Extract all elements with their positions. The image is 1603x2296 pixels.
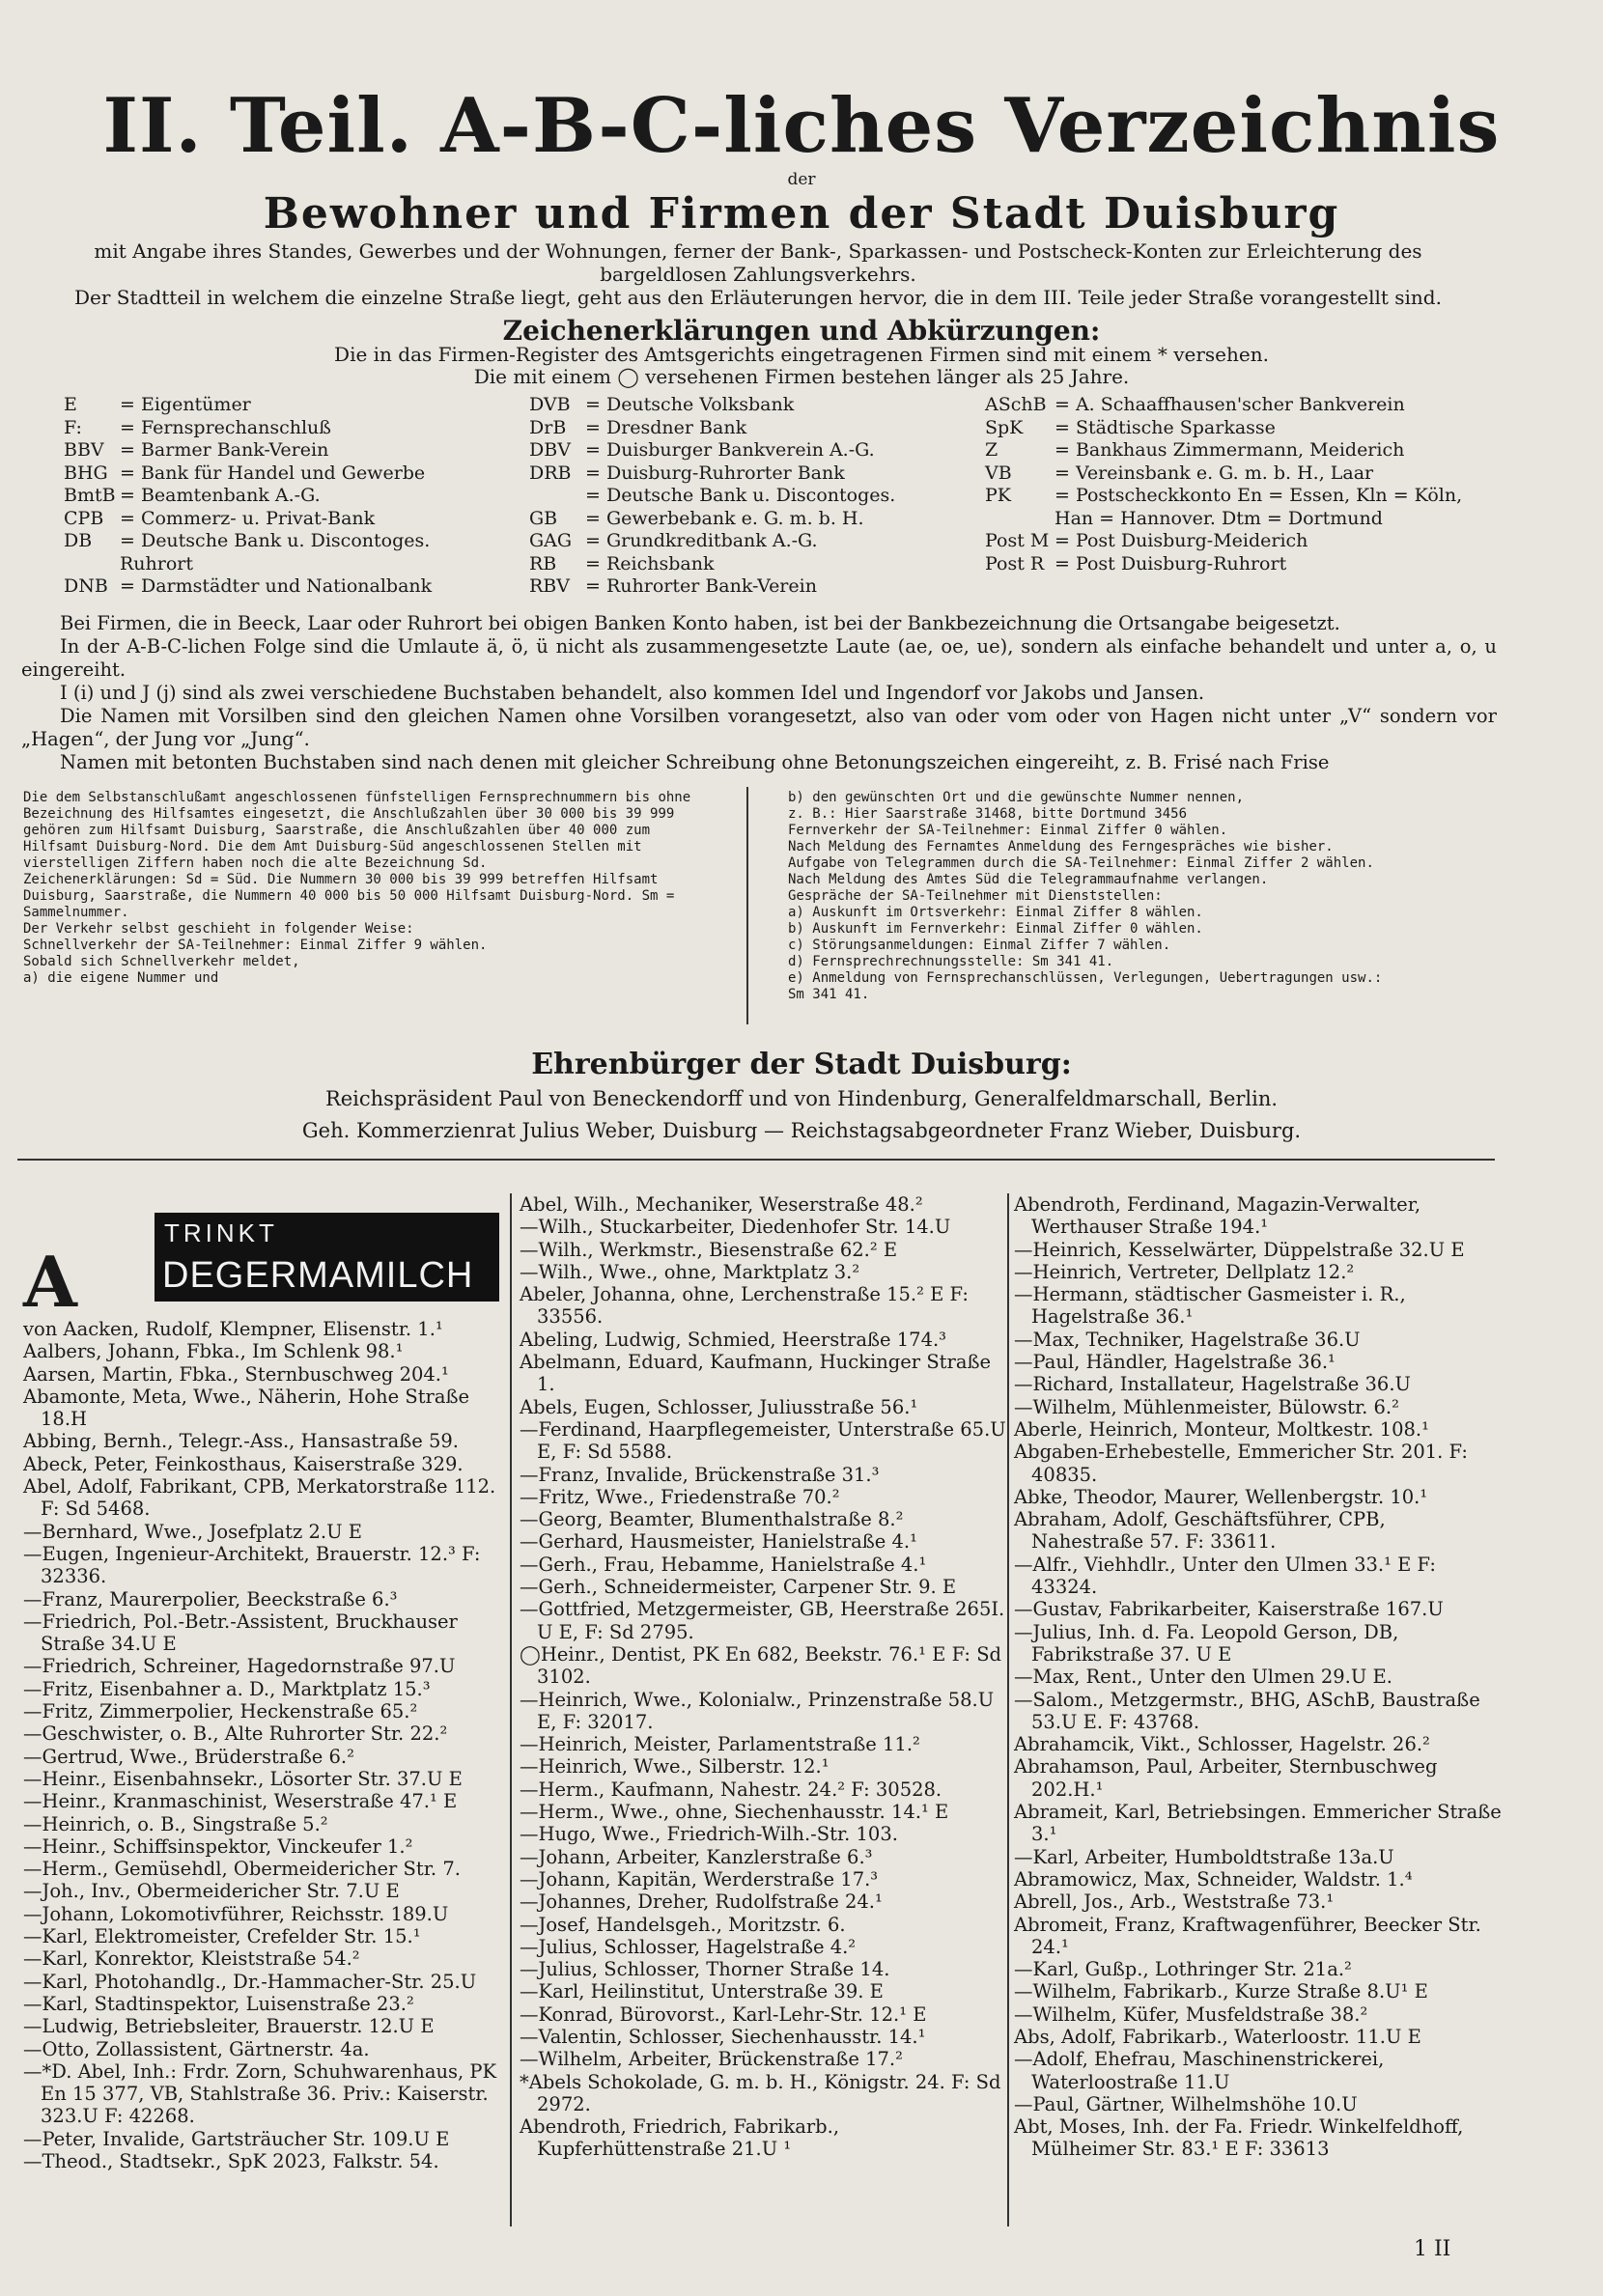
directory-entry: —Max, Rent., Unter den Ulmen 29.U E. xyxy=(1014,1666,1392,1689)
telephone-notes-right xyxy=(788,790,1483,1003)
abbreviation-row xyxy=(64,485,432,508)
abbreviation-key xyxy=(64,553,120,576)
abbreviation-row xyxy=(64,439,432,462)
directory-entry: —Karl, Stadtinspektor, Luisenstraße 23.² xyxy=(23,1992,414,2015)
telephone-note: a) die eigene Nummer und xyxy=(23,970,219,986)
abbreviation-key: SpK xyxy=(985,416,1024,438)
directory-entry: Abeling, Ludwig, Schmied, Heerstraße 174.³ xyxy=(520,1328,946,1351)
abbreviation-key: Post M xyxy=(985,530,1050,551)
directory-entry: —Eugen, Ingenieur-Architekt, Brauerstr. 12.³ F: 32336. xyxy=(23,1542,481,1588)
abbreviation-value: = Gewerbebank e. G. m. b. H. xyxy=(585,507,864,529)
directory-entry: —Ferdinand, Haarpflegemeister, Unterstraße 65.U E, F: Sd 5588. xyxy=(520,1417,1006,1464)
legend-title: Zeichenerklärungen und Abkürzungen: xyxy=(502,315,1101,347)
telephone-note: b) Auskunft im Fernverkehr: Einmal Ziffer 0 wählen. xyxy=(788,921,1203,937)
directory-entry: —Karl, Arbeiter, Humboldtstraße 13a.U xyxy=(1014,1845,1394,1868)
directory-column-2 xyxy=(520,1193,1007,2161)
directory-entry: —Gustav, Fabrikarbeiter, Kaiserstraße 167.U xyxy=(1014,1598,1444,1621)
telephone-note: Nach Meldung des Amtes Süd die Telegrammaufnahme verlangen. xyxy=(788,872,1269,887)
directory-entry: Abel, Adolf, Fabrikant, CPB, Merkatorstraße 112. F: Sd 5468. xyxy=(23,1475,496,1521)
abbreviation-key: DB xyxy=(64,530,93,551)
directory-column-1 xyxy=(23,1318,511,2172)
directory-entry: Abeck, Peter, Feinkosthaus, Kaiserstraße 329. xyxy=(23,1452,464,1475)
abbreviation-key: DBV xyxy=(529,439,571,461)
directory-entry: —Gerh., Frau, Hebamme, Hanielstraße 4.¹ xyxy=(520,1553,927,1576)
abbreviation-value: Han = Hannover. Dtm = Dortmund xyxy=(1055,507,1383,529)
abbreviation-key: VB xyxy=(985,462,1012,484)
abbreviation-key: RBV xyxy=(529,575,570,597)
directory-entry: —Karl, Konrektor, Kleiststraße 54.² xyxy=(23,1947,360,1971)
abbreviation-row xyxy=(64,462,432,486)
abbreviation-key: DrB xyxy=(529,416,567,438)
vertical-divider xyxy=(746,787,748,1024)
directory-entry: Abrahamson, Paul, Arbeiter, Sternbuschweg 202.H.¹ xyxy=(1014,1755,1438,1801)
page-title: II. Teil. A-B-C-liches Verzeichnis xyxy=(102,82,1501,170)
abbreviation-row xyxy=(529,485,895,508)
abbreviation-row xyxy=(529,508,895,531)
abbreviation-value: = Fernsprechanschluß xyxy=(120,416,331,438)
directory-entry: —Peter, Invalide, Gartsträucher Str. 109.U E xyxy=(23,2127,450,2150)
directory-entry: Abrahamcik, Vikt., Schlosser, Hagelstr. 26.² xyxy=(1014,1733,1430,1756)
abbreviation-value: = Duisburger Bankverein A.-G. xyxy=(585,439,875,461)
telephone-note: Sobald sich Schnellverkehr meldet, xyxy=(23,954,300,969)
directory-entry: —Heinrich, Vertreter, Dellplatz 12.² xyxy=(1014,1260,1355,1283)
note-paragraph: I (i) und J (j) sind als zwei verschiedene Buchstaben behandelt, also kommen Idel und Ingendorf vor Jakobs und Jansen. xyxy=(60,682,1205,704)
abbreviation-key: BHG xyxy=(64,462,108,484)
directory-entry: —Alfr., Viehhdlr., Unter den Ulmen 33.¹ E F: 43324. xyxy=(1014,1553,1436,1599)
directory-entry: —Heinrich, Wwe., Kolonialw., Prinzenstraße 58.U E, F: 32017. xyxy=(520,1688,995,1733)
section-letter: A xyxy=(23,1241,77,1323)
telephone-note: Sm 341 41. xyxy=(788,987,870,1002)
abbreviation-key: BBV xyxy=(64,439,104,461)
abbreviation-key xyxy=(529,485,585,508)
abbreviation-value: = Deutsche Bank u. Discontoges. xyxy=(120,530,431,551)
telephone-note: Gespräche der SA-Teilnehmer mit Dienststellen: xyxy=(788,888,1163,904)
directory-entry: —Fritz, Eisenbahner a. D., Marktplatz 15.³ xyxy=(23,1677,431,1700)
title-connector: der xyxy=(787,170,816,189)
directory-entry: —Gertrud, Wwe., Brüderstraße 6.² xyxy=(23,1745,354,1768)
directory-entry: —Adolf, Ehefrau, Maschinenstrickerei, Waterloostraße 11.U xyxy=(1014,2048,1385,2093)
directory-entry: —Julius, Schlosser, Hagelstraße 4.² xyxy=(520,1935,857,1958)
telephone-note: Zeichenerklärungen: Sd = Süd. Die Nummern 30 000 bis 39 999 betreffen Hilfsamt Duisburg, Saarstraße, die Nummern 40 000 bis 50 000 Hilfsamt Duisburg-Nord. Sm = Sammelnummer. xyxy=(23,872,675,920)
abbreviation-key: F: xyxy=(64,416,82,438)
directory-entry: —Heinr., Eisenbahnsekr., Lösorter Str. 37.U E xyxy=(23,1767,463,1790)
abbreviation-key: RB xyxy=(529,552,557,574)
note-paragraph: Die Namen mit Vorsilben sind den gleichen Namen ohne Vorsilben vorangesetzt, also van oder vom oder von Hagen nicht unter „V“ sondern vor „Hagen“, der Jung vor „Jung“. xyxy=(21,705,1497,750)
directory-entry: —Wilh., Stuckarbeiter, Diedenhofer Str. 14.U xyxy=(520,1216,951,1239)
directory-entry: —Valentin, Schlosser, Siechenhausstr. 14.¹ xyxy=(520,2025,926,2048)
directory-entry: —Fritz, Zimmerpolier, Heckenstraße 65.² xyxy=(23,1700,418,1723)
directory-entry: —Paul, Händler, Hagelstraße 36.¹ xyxy=(1014,1351,1336,1374)
note-paragraph: Namen mit betonten Buchstaben sind nach denen mit gleicher Schreibung ohne Betonungszeichen eingereiht, z. B. Frisé nach Frise xyxy=(60,751,1330,773)
abbreviation-row xyxy=(985,417,1462,440)
intro-line: Der Stadtteil in welchem die einzelne Straße liegt, geht aus den Erläuterungen hervor, die in dem III. Teile jeder Straße vorangestellt sind. xyxy=(74,286,1442,309)
telephone-note: Die dem Selbstanschlußamt angeschlossenen fünfstelligen Fernsprechnummern bis ohne Bezeichnung des Hilfsamtes eingesetzt, die Anschlußzahlen über 30 000 bis 39 999 gehören zum Hilfsamt Duisburg, Saarstraße, die Anschlußzahlen über 40 000 zum Hilfsamt Duisburg-Nord. Die dem Amt Duisburg-Süd angeschlossenen Stellen mit vierstelligen Ziffern haben noch die alte Bezeichnung Sd. xyxy=(23,790,691,871)
telephone-note: z. B.: Hier Saarstraße 31468, bitte Dortmund 3456 xyxy=(788,806,1188,822)
directory-entry: Abbing, Bernh., Telegr.-Ass., Hansastraße 59. xyxy=(23,1430,459,1453)
abbreviation-row xyxy=(529,575,895,599)
directory-column-3 xyxy=(1014,1193,1502,2161)
directory-entry: —Wilh., Wwe., ohne, Marktplatz 3.² xyxy=(520,1260,860,1283)
directory-entry: ◯Heinr., Dentist, PK En 682, Beekstr. 76.¹ E F: Sd 3102. xyxy=(520,1642,1002,1689)
abbreviation-row xyxy=(985,553,1462,576)
telephone-note: Aufgabe von Telegrammen durch die SA-Teilnehmer: Einmal Ziffer 2 wählen. xyxy=(788,855,1374,871)
directory-entry: —Josef, Handelsgeh., Moritzstr. 6. xyxy=(520,1913,846,1936)
abbreviation-key: CPB xyxy=(64,507,104,529)
abbreviation-value: = Bank für Handel und Gewerbe xyxy=(120,462,426,484)
directory-entry: —Herm., Wwe., ohne, Siechenhausstr. 14.¹ E xyxy=(520,1801,949,1824)
directory-entry: Abgaben-Erhebestelle, Emmericher Str. 201. F: 40835. xyxy=(1014,1441,1468,1486)
directory-entry: —Herm., Gemüsehdl, Obermeidericher Str. 7. xyxy=(23,1858,461,1881)
telephone-note: d) Fernsprechrechnungsstelle: Sm 341 41. xyxy=(788,954,1114,969)
abbreviation-value: = Bankhaus Zimmermann, Meiderich xyxy=(1055,439,1405,461)
directory-entry: —Heinrich, o. B., Singstraße 5.² xyxy=(23,1812,328,1835)
directory-entry: Aalbers, Johann, Fbka., Im Schlenk 98.¹ xyxy=(23,1340,404,1363)
abbreviation-row xyxy=(529,394,895,417)
legend-note-line: Die in das Firmen-Register des Amtsgerichts eingetragenen Firmen sind mit einem * versehen. xyxy=(334,343,1269,366)
telephone-note: a) Auskunft im Ortsverkehr: Einmal Ziffer 8 wählen. xyxy=(788,905,1203,920)
abbreviation-value: = Beamtenbank A.-G. xyxy=(120,485,321,506)
directory-entry: Abeler, Johanna, ohne, Lerchenstraße 15.² E F: 33556. xyxy=(520,1283,969,1329)
abbreviation-value: = Deutsche Volksbank xyxy=(585,394,795,415)
abbreviation-column-3 xyxy=(985,394,1462,575)
abbreviation-row xyxy=(985,394,1462,417)
directory-entry: Abramowicz, Max, Schneider, Waldstr. 1.⁴ xyxy=(1014,1867,1413,1890)
abbreviation-value: = A. Schaaffhausen'scher Bankverein xyxy=(1055,394,1405,415)
abbreviation-key: GAG xyxy=(529,530,573,551)
directory-entry: —Richard, Installateur, Hagelstraße 36.U xyxy=(1014,1373,1411,1396)
abbreviation-row xyxy=(985,508,1462,531)
abbreviation-value: = Darmstädter und Nationalbank xyxy=(120,575,433,597)
directory-entry: Abrameit, Karl, Betriebsingen. Emmericher Straße 3.¹ xyxy=(1014,1801,1502,1846)
abbreviation-row xyxy=(64,575,432,599)
directory-entry: —Herm., Kaufmann, Nahestr. 24.² F: 30528. xyxy=(520,1778,942,1801)
directory-entry: —Heinrich, Meister, Parlamentstraße 11.² xyxy=(520,1733,920,1756)
abbreviation-value: = Commerz- u. Privat-Bank xyxy=(120,507,376,529)
directory-entry: —Hermann, städtischer Gasmeister i. R., Hagelstraße 36.¹ xyxy=(1014,1283,1406,1329)
abbreviation-value: Ruhrort xyxy=(120,552,194,574)
abbreviation-key: PK xyxy=(985,485,1011,506)
directory-entry: —Johannes, Dreher, Rudolfstraße 24.¹ xyxy=(520,1890,883,1914)
abbreviation-value: = Deutsche Bank u. Discontoges. xyxy=(585,485,896,506)
directory-entry: —Salom., Metzgermstr., BHG, ASchB, Baustraße 53.U E. F: 43768. xyxy=(1014,1688,1480,1733)
directory-entry: Abke, Theodor, Maurer, Wellenbergstr. 10.¹ xyxy=(1014,1485,1428,1508)
directory-entry: —Max, Techniker, Hagelstraße 36.U xyxy=(1014,1328,1361,1351)
abbreviation-value: = Barmer Bank-Verein xyxy=(120,439,329,461)
directory-entry: —Franz, Invalide, Brückenstraße 31.³ xyxy=(520,1463,880,1486)
abbreviation-key xyxy=(985,508,1055,531)
abbreviation-row xyxy=(64,530,432,553)
directory-entry: *Abels Schokolade, G. m. b. H., Königstr. 24. F: Sd 2972. xyxy=(520,2070,1001,2115)
directory-entry: —Karl, Elektromeister, Crefelder Str. 15.¹ xyxy=(23,1925,421,1948)
directory-entry: Aberle, Heinrich, Monteur, Moltkestr. 108.¹ xyxy=(1014,1417,1429,1441)
abbreviation-row xyxy=(529,417,895,440)
abbreviation-row xyxy=(529,462,895,486)
directory-entry: —Konrad, Bürovorst., Karl-Lehr-Str. 12.¹ E xyxy=(520,2002,927,2026)
abbreviation-value: = Postscheckkonto En = Essen, Kln = Köln, xyxy=(1055,485,1463,506)
directory-entry: Abendroth, Ferdinand, Magazin-Verwalter, Werthauser Straße 194.¹ xyxy=(1014,1193,1421,1239)
directory-entry: Abt, Moses, Inh. der Fa. Friedr. Winkelfeldhoff, Mülheimer Str. 83.¹ E F: 33613 xyxy=(1014,2115,1464,2161)
abbreviation-row xyxy=(529,439,895,462)
abbreviation-row xyxy=(64,394,432,417)
ad-brand: DEGERMAMILCH xyxy=(162,1255,474,1296)
abbreviation-key: E xyxy=(64,394,77,415)
column-divider xyxy=(1007,1193,1009,2226)
abbreviation-row xyxy=(64,508,432,531)
abbreviation-column-1 xyxy=(64,394,432,599)
telephone-note: b) den gewünschten Ort und die gewünschte Nummer nennen, xyxy=(788,790,1245,805)
directory-entry: —Julius, Inh. d. Fa. Leopold Gerson, DB, Fabrikstraße 37. U E xyxy=(1014,1620,1399,1666)
directory-entry: —Johann, Kapitän, Werderstraße 17.³ xyxy=(520,1867,879,1890)
directory-entry: —Friedrich, Schreiner, Hagedornstraße 97.U xyxy=(23,1655,456,1678)
directory-entry: Abel, Wilh., Mechaniker, Weserstraße 48.² xyxy=(520,1193,923,1216)
abbreviation-key: DRB xyxy=(529,462,572,484)
ad-tagline: TRINKT xyxy=(164,1218,278,1247)
page-number: 1 II xyxy=(1414,2237,1451,2261)
directory-entry: —Theod., Stadtsekr., SpK 2023, Falkstr. 54. xyxy=(23,2149,439,2172)
directory-entry: Abamonte, Meta, Wwe., Näherin, Hohe Straße 18.H xyxy=(23,1385,470,1431)
honor-line: Geh. Kommerzienrat Julius Weber, Duisburg — Reichstagsabgeordneter Franz Wieber, Duisburg. xyxy=(301,1119,1302,1142)
abbreviation-value: = Städtische Sparkasse xyxy=(1055,416,1276,438)
directory-entry: —Ludwig, Betriebsleiter, Brauerstr. 12.U E xyxy=(23,2015,435,2038)
telephone-note: Der Verkehr selbst geschieht in folgender Weise: xyxy=(23,921,414,937)
note-paragraph: Bei Firmen, die in Beeck, Laar oder Ruhrort bei obigen Banken Konto haben, ist bei der Bankbezeichnung die Ortsangabe beigesetzt. xyxy=(60,612,1340,634)
abbreviation-row xyxy=(529,553,895,576)
directory-entry: von Aacken, Rudolf, Klempner, Elisenstr. 1.¹ xyxy=(23,1318,443,1340)
directory-entry: —Wilhelm, Küfer, Musfeldstraße 38.² xyxy=(1014,2002,1368,2026)
directory-entry: —Otto, Zollassistent, Gärtnerstr. 4a. xyxy=(23,2037,370,2060)
abbreviation-value: = Post Duisburg-Meiderich xyxy=(1055,530,1308,551)
directory-entry: Abels, Eugen, Schlosser, Juliusstraße 56.¹ xyxy=(520,1395,918,1418)
notes-block xyxy=(21,612,1497,774)
directory-entry: —Gerhard, Hausmeister, Hanielstraße 4.¹ xyxy=(520,1530,917,1554)
abbreviation-value: = Vereinsbank e. G. m. b. H., Laar xyxy=(1055,462,1374,484)
column-divider xyxy=(510,1193,512,2226)
abbreviation-row xyxy=(64,553,432,576)
directory-entry: —Heinrich, Wwe., Silberstr. 12.¹ xyxy=(520,1755,830,1778)
directory-entry: —Wilhelm, Mühlenmeister, Bülowstr. 6.² xyxy=(1014,1395,1399,1418)
directory-entry: —Hugo, Wwe., Friedrich-Wilh.-Str. 103. xyxy=(520,1823,898,1846)
abbreviation-key: Z xyxy=(985,439,998,461)
directory-entry: —Karl, Photohandlg., Dr.-Hammacher-Str. 25.U xyxy=(23,1970,477,1993)
directory-entry: —Gerh., Schneidermeister, Carpener Str. 9. E xyxy=(520,1576,957,1599)
abbreviation-key: ASchB xyxy=(985,394,1047,415)
abbreviation-key: GB xyxy=(529,507,558,529)
directory-entry: —Johann, Lokomotivführer, Reichsstr. 189.U xyxy=(23,1902,449,1925)
directory-entry: —Friedrich, Pol.-Betr.-Assistent, Bruckhauser Straße 34.U E xyxy=(23,1610,458,1656)
telephone-note: Nach Meldung des Fernamtes Anmeldung des Ferngespräches wie bisher. xyxy=(788,839,1334,854)
abbreviation-value: = Ruhrorter Bank-Verein xyxy=(585,575,817,597)
note-paragraph: In der A-B-C-lichen Folge sind die Umlaute ä, ö, ü nicht als zusammengesetzte Laute (ae, oe, ue), sondern als einfache behandelt und unter a, o, u eingereiht. xyxy=(21,635,1497,681)
directory-entry: Abs, Adolf, Fabrikarb., Waterloostr. 11.U E xyxy=(1014,2025,1421,2048)
directory-entry: —Joh., Inv., Obermeidericher Str. 7.U E xyxy=(23,1880,400,1903)
directory-entry: —Heinr., Kranmaschinist, Weserstraße 47.¹ E xyxy=(23,1790,458,1813)
directory-entry: —Georg, Beamter, Blumenthalstraße 8.² xyxy=(520,1508,904,1531)
directory-entry: Abraham, Adolf, Geschäftsführer, CPB, Nahestraße 57. F: 33611. xyxy=(1014,1508,1386,1554)
directory-entry: —Bernhard, Wwe., Josefplatz 2.U E xyxy=(23,1520,362,1543)
intro-text xyxy=(19,239,1497,309)
directory-entry: —Heinr., Schiffsinspektor, Vinckeufer 1.² xyxy=(23,1834,413,1858)
abbreviation-key: BmtB xyxy=(64,485,116,506)
directory-entry: —Wilhelm, Fabrikarb., Kurze Straße 8.U¹ E xyxy=(1014,1980,1428,2003)
abbreviation-value: = Grundkreditbank A.-G. xyxy=(585,530,818,551)
abbreviation-key: DVB xyxy=(529,394,571,415)
abbreviation-row xyxy=(985,485,1462,508)
abbreviation-key: Post R xyxy=(985,552,1045,574)
telephone-notes-left xyxy=(23,790,718,987)
directory-entry: —Geschwister, o. B., Alte Ruhrorter Str. 22.² xyxy=(23,1722,448,1746)
directory-entry: Abrell, Jos., Arb., Weststraße 73.¹ xyxy=(1014,1890,1335,1914)
directory-entry: Abelmann, Eduard, Kaufmann, Huckinger Straße 1. xyxy=(520,1351,992,1396)
directory-entry: —Wilhelm, Arbeiter, Brückenstraße 17.² xyxy=(520,2048,903,2071)
directory-entry: —Karl, Heilinstitut, Unterstraße 39. E xyxy=(520,1980,884,2003)
telephone-note: e) Anmeldung von Fernsprechanschlüssen, Verlegungen, Uebertragungen usw.: xyxy=(788,970,1383,986)
intro-line: mit Angabe ihres Standes, Gewerbes und der Wohnungen, ferner der Bank-, Sparkassen- und Postscheck-Konten zur Erleichterung des xyxy=(94,239,1422,263)
abbreviation-row xyxy=(529,530,895,553)
honor-line: Reichspräsident Paul von Beneckendorff und von Hindenburg, Generalfeldmarschall, Berlin. xyxy=(324,1087,1279,1110)
directory-entry: Aarsen, Martin, Fbka., Sternbuschweg 204.¹ xyxy=(23,1362,449,1386)
telephone-note: c) Störungsanmeldungen: Einmal Ziffer 7 wählen. xyxy=(788,938,1171,953)
directory-entry: Abromeit, Franz, Kraftwagenführer, Beecker Str. 24.¹ xyxy=(1014,1913,1481,1958)
abbreviation-value: = Post Duisburg-Ruhrort xyxy=(1055,552,1287,574)
directory-entry: Abendroth, Friedrich, Fabrikarb., Kupferhüttenstraße 21.U ¹ xyxy=(520,2115,840,2161)
abbreviation-row xyxy=(985,462,1462,486)
directory-entry: —Karl, Gußp., Lothringer Str. 21a.² xyxy=(1014,1958,1352,1981)
abbreviation-key: DNB xyxy=(64,575,108,597)
abbreviation-column-2 xyxy=(529,394,895,599)
directory-entry: —Julius, Schlosser, Thorner Straße 14. xyxy=(520,1958,890,1981)
abbreviation-row xyxy=(985,530,1462,553)
legend-note xyxy=(0,344,1603,388)
directory-entry: —Fritz, Wwe., Friedenstraße 70.² xyxy=(520,1485,840,1508)
telephone-note: Schnellverkehr der SA-Teilnehmer: Einmal Ziffer 9 wählen. xyxy=(23,938,488,953)
section-rule xyxy=(17,1159,1495,1161)
telephone-note: Fernverkehr der SA-Teilnehmer: Einmal Ziffer 0 wählen. xyxy=(788,823,1228,838)
abbreviation-value: = Duisburg-Ruhrorter Bank xyxy=(585,462,845,484)
directory-entry: —Heinrich, Kesselwärter, Düppelstraße 32.U E xyxy=(1014,1238,1465,1261)
abbreviation-row xyxy=(64,417,432,440)
page-subtitle: Bewohner und Firmen der Stadt Duisburg xyxy=(263,189,1340,238)
directory-entry: —Wilh., Werkmstr., Biesenstraße 62.² E xyxy=(520,1238,898,1261)
intro-line: bargeldlosen Zahlungsverkehrs. xyxy=(600,263,916,286)
directory-entry: —Gottfried, Metzgermeister, GB, Heerstraße 265I. U E, F: Sd 2795. xyxy=(520,1598,1005,1643)
abbreviation-row xyxy=(985,439,1462,462)
directory-entry: —Johann, Arbeiter, Kanzlerstraße 6.³ xyxy=(520,1845,873,1868)
honor-title: Ehrenbürger der Stadt Duisburg: xyxy=(531,1048,1072,1081)
abbreviation-value: = Eigentümer xyxy=(120,394,251,415)
legend-note-line: Die mit einem ◯ versehenen Firmen bestehen länger als 25 Jahre. xyxy=(473,365,1130,388)
abbreviation-value: = Reichsbank xyxy=(585,552,715,574)
directory-entry: —Paul, Gärtner, Wilhelmshöhe 10.U xyxy=(1014,2092,1358,2115)
directory-entry: —*D. Abel, Inh.: Frdr. Zorn, Schuhwarenhaus, PK En 15 377, VB, Stahlstraße 36. Priv.: Kaiserstr. 323.U F: 42268. xyxy=(23,2059,497,2128)
directory-entry: —Franz, Maurerpolier, Beeckstraße 6.³ xyxy=(23,1587,398,1610)
abbreviation-value: = Dresdner Bank xyxy=(585,416,747,438)
advertisement-box xyxy=(155,1213,499,1302)
